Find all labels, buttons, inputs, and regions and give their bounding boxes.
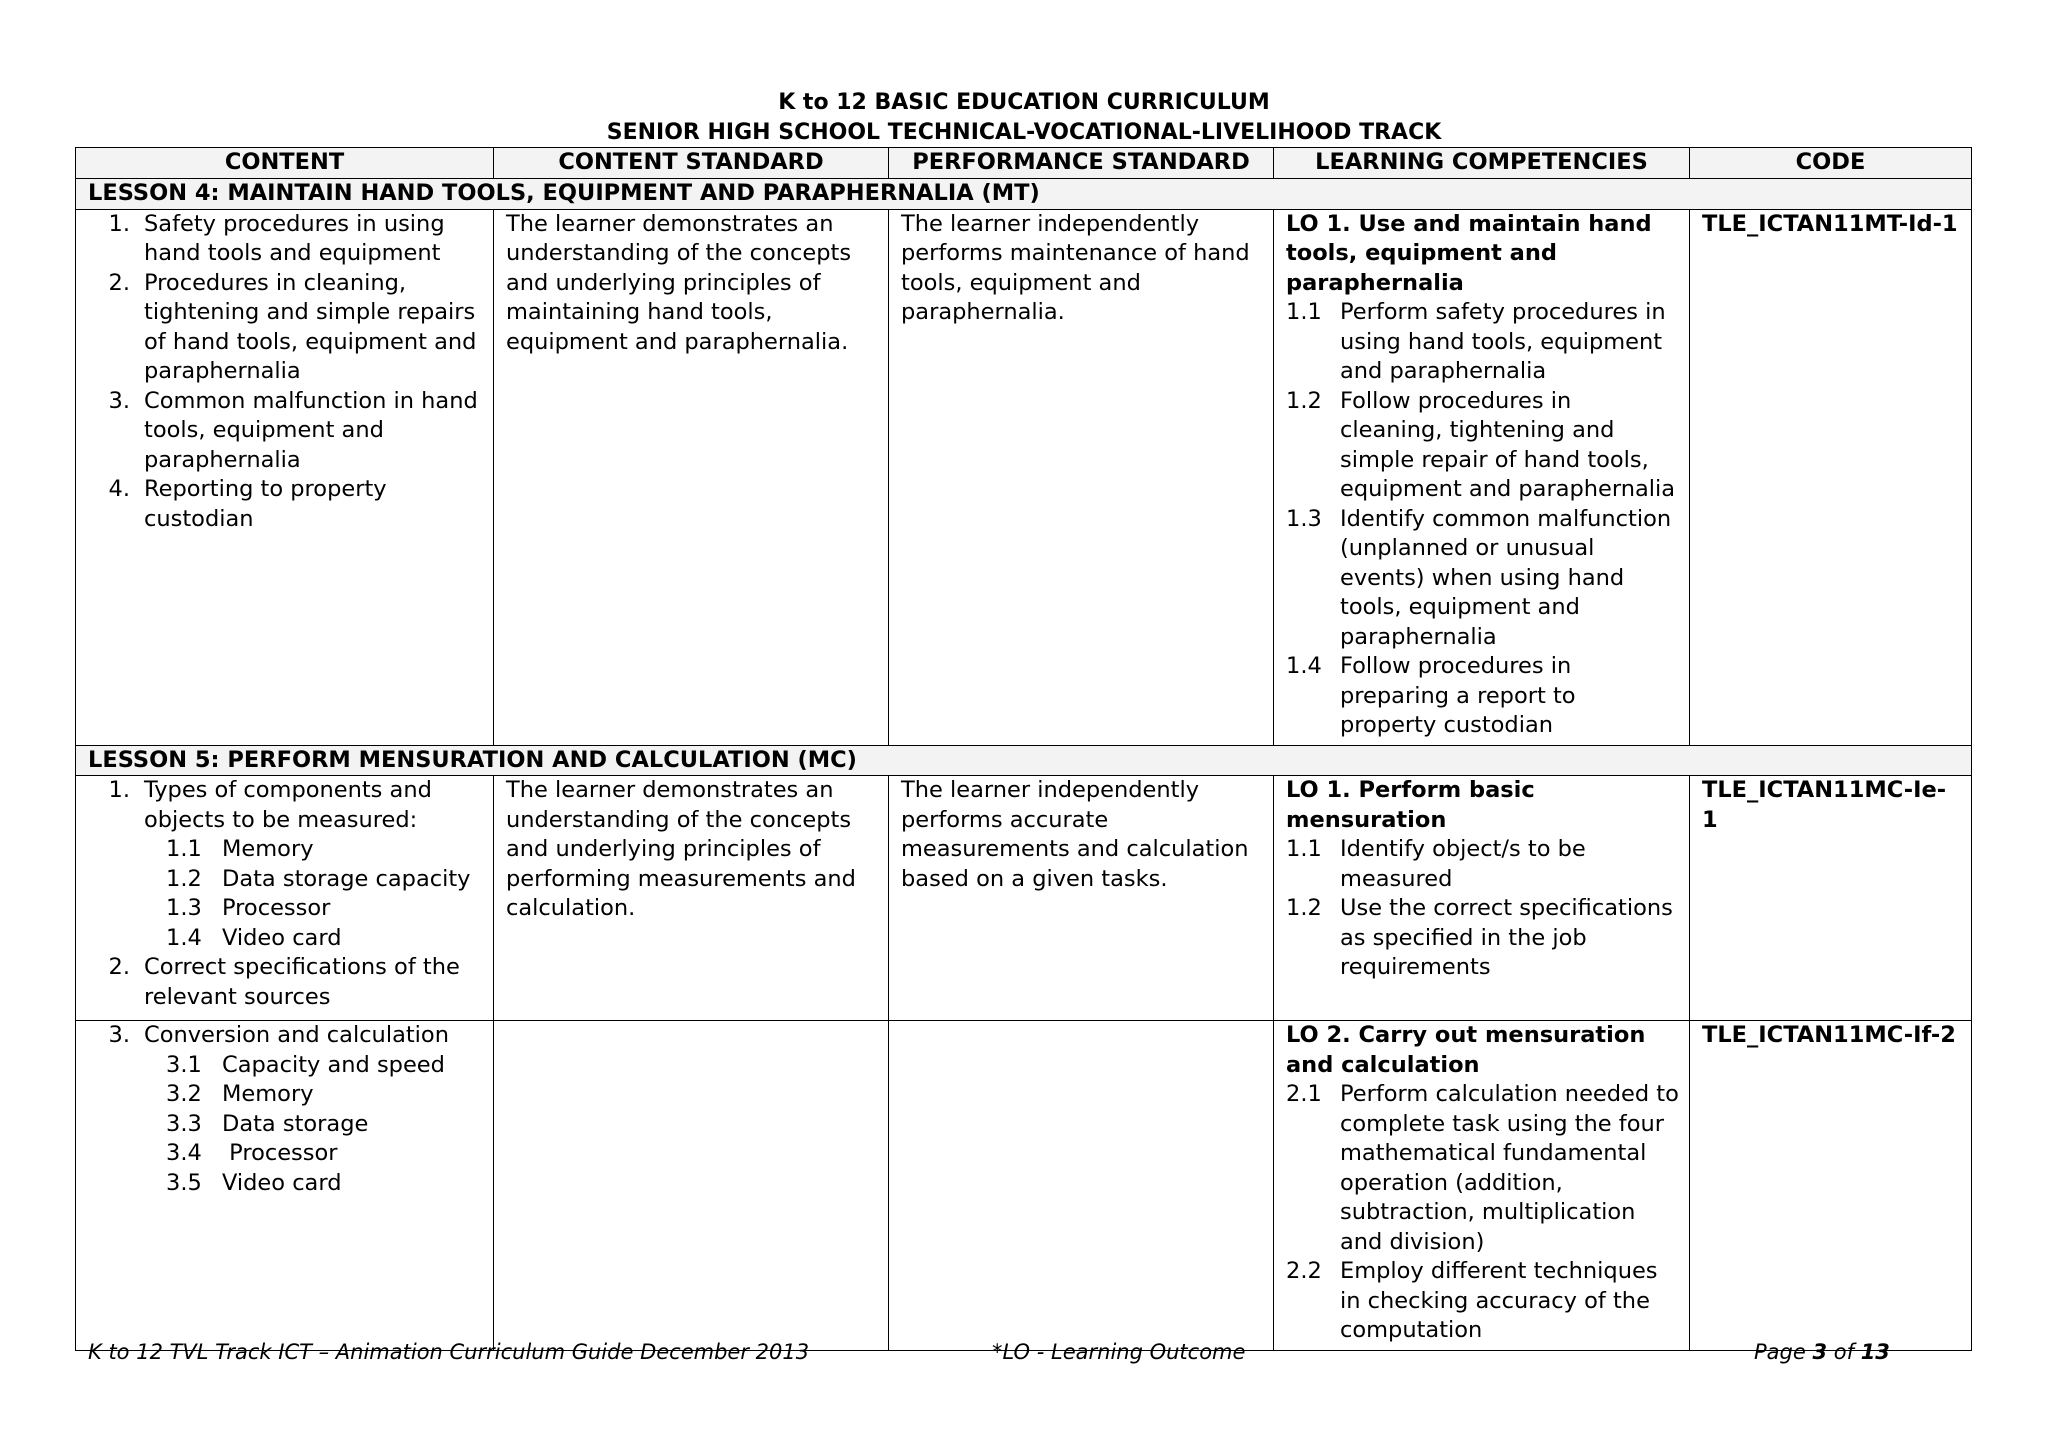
item-text: Follow procedures in preparing a report to property custodian xyxy=(1340,653,1576,738)
item-text: Follow procedures in cleaning, tightening and simple repair of hand tools, equipment and paraphernalia xyxy=(1340,387,1676,502)
sub-list xyxy=(144,835,483,953)
list-item xyxy=(1286,387,1679,505)
content-list xyxy=(88,776,483,1012)
competency-list xyxy=(1286,1080,1679,1346)
table-row xyxy=(76,209,1972,745)
item-number: 2.2 xyxy=(1286,1258,1322,1284)
learning-outcome-title: LO 1. Use and maintain hand tools, equipment and paraphernalia xyxy=(1286,210,1652,296)
item-text: Use the correct specifications as specified in the job requirements xyxy=(1340,895,1673,980)
performance-standard-cell-empty xyxy=(889,1021,1274,1351)
page-prefix: Page xyxy=(1754,1340,1813,1364)
competency-list xyxy=(1286,835,1679,983)
list-item xyxy=(1286,298,1679,387)
performance-standard-cell: The learner independently performs maintenance of hand tools, equipment and paraphernalia. xyxy=(889,209,1274,745)
sub-list-item xyxy=(166,1110,483,1140)
item-number: 2. xyxy=(108,954,130,980)
item-number: 3. xyxy=(108,1022,130,1048)
item-text: Processor xyxy=(222,895,331,921)
item-number: 3.1 xyxy=(166,1051,202,1078)
item-text: Video card xyxy=(222,924,342,951)
page-current: 3 xyxy=(1812,1340,1828,1364)
sub-list-item xyxy=(166,865,483,895)
learning-competencies-cell xyxy=(1274,776,1690,1021)
item-number: 1.3 xyxy=(166,895,202,921)
sub-list xyxy=(144,1051,483,1199)
item-number: 1.1 xyxy=(1286,836,1322,862)
sub-list-item xyxy=(166,1080,483,1110)
list-item xyxy=(88,953,483,1012)
content-cell xyxy=(76,776,494,1021)
item-number: 1. xyxy=(108,777,130,803)
item-text: Reporting to property custodian xyxy=(144,476,387,532)
column-header-content: CONTENT xyxy=(76,148,494,179)
list-item xyxy=(1286,1257,1679,1346)
page-of: of xyxy=(1827,1340,1861,1364)
sub-list-item xyxy=(166,1051,483,1081)
item-text: Types of components and objects to be measured: xyxy=(144,777,432,833)
item-text: Conversion and calculation xyxy=(144,1022,449,1048)
item-text: Identify object/s to be measured xyxy=(1340,836,1586,892)
competency-list xyxy=(1286,298,1679,741)
item-text: Procedures in cleaning, tightening and simple repairs of hand tools, equipment and paraphernalia xyxy=(144,269,477,384)
sub-list-item xyxy=(166,894,483,924)
list-item xyxy=(88,1021,483,1198)
item-text: Data storage xyxy=(222,1110,369,1137)
item-text: Video card xyxy=(222,1169,342,1196)
content-cell xyxy=(76,209,494,745)
item-number: 3.4 xyxy=(166,1140,202,1166)
item-number: 3.2 xyxy=(166,1081,202,1107)
item-number: 1.4 xyxy=(166,924,202,951)
list-item xyxy=(1286,894,1679,983)
item-text: Correct specifications of the relevant sources xyxy=(144,954,460,1010)
document-subtitle: SENIOR HIGH SCHOOL TECHNICAL-VOCATIONAL-LIVELIHOOD TRACK xyxy=(606,120,1442,145)
list-item xyxy=(88,475,483,534)
page-total: 13 xyxy=(1860,1340,1890,1364)
learning-outcome-title: LO 2. Carry out mensuration and calculation xyxy=(1286,1022,1646,1078)
code-cell: TLE_ICTAN11MC-If-2 xyxy=(1690,1021,1972,1351)
learning-competencies-cell xyxy=(1274,209,1690,745)
document-title: K to 12 BASIC EDUCATION CURRICULUM xyxy=(778,90,1270,115)
item-text: Identify common malfunction (unplanned or unusual events) when using hand tools, equipment and paraphernalia xyxy=(1340,505,1672,650)
item-number: 1.1 xyxy=(1286,299,1322,325)
lesson-5-title: LESSON 5: PERFORM MENSURATION AND CALCULATION (MC) xyxy=(76,745,1972,776)
performance-standard-cell: The learner independently performs accurate measurements and calculation based on a given tasks. xyxy=(889,776,1274,1021)
content-standard-cell: The learner demonstrates an understanding of the concepts and underlying principles of performing measurements and calculation. xyxy=(494,776,889,1021)
item-number: 2.1 xyxy=(1286,1081,1322,1107)
item-number: 1.4 xyxy=(1286,653,1322,679)
content-standard-cell-empty xyxy=(494,1021,889,1351)
list-item xyxy=(1286,505,1679,653)
item-number: 1.2 xyxy=(166,865,202,892)
sub-list-item xyxy=(166,1139,483,1169)
column-header-performance-standard: PERFORMANCE STANDARD xyxy=(889,148,1274,179)
page-number xyxy=(1754,1338,1890,1366)
footer-guide-title: K to 12 TVL Track ICT – Animation Curriculum Guide December 2013 xyxy=(88,1340,810,1364)
content-standard-cell: The learner demonstrates an understanding of the concepts and underlying principles of maintaining hand tools, equipment and paraphernalia. xyxy=(494,209,889,745)
sub-list-item xyxy=(166,924,483,954)
sub-list-item xyxy=(166,835,483,865)
list-item xyxy=(1286,1080,1679,1257)
lesson-row xyxy=(76,745,1972,776)
item-number: 1.3 xyxy=(1286,505,1322,532)
item-text: Perform calculation needed to complete task using the four mathematical fundamental operation (addition, subtraction, multiplication and division) xyxy=(1340,1081,1679,1255)
item-number: 3.3 xyxy=(166,1110,202,1137)
item-text: Processor xyxy=(222,1140,338,1166)
item-number: 1.1 xyxy=(166,836,202,862)
content-cell xyxy=(76,1021,494,1351)
content-list xyxy=(88,1021,483,1198)
footer-note: *LO - Learning Outcome xyxy=(992,1340,1246,1364)
list-item xyxy=(88,387,483,476)
item-text: Employ different techniques in checking accuracy of the computation xyxy=(1340,1258,1658,1343)
list-item xyxy=(88,210,483,269)
list-item xyxy=(1286,652,1679,741)
item-text: Memory xyxy=(222,836,314,862)
item-number: 4. xyxy=(108,476,130,502)
item-number: 2. xyxy=(108,269,130,296)
item-text: Common malfunction in hand tools, equipment and paraphernalia xyxy=(144,387,478,473)
list-item xyxy=(88,776,483,953)
item-text: Memory xyxy=(222,1081,314,1107)
list-item xyxy=(88,269,483,387)
item-text: Safety procedures in using hand tools and equipment xyxy=(144,210,445,266)
item-number: 1.2 xyxy=(1286,387,1322,414)
item-number: 3.5 xyxy=(166,1169,202,1196)
curriculum-table xyxy=(75,147,1972,1351)
code-cell: TLE_ICTAN11MC-Ie-1 xyxy=(1690,776,1972,1021)
lesson-4-title: LESSON 4: MAINTAIN HAND TOOLS, EQUIPMENT AND PARAPHERNALIA (MT) xyxy=(76,179,1972,210)
learning-outcome-title: LO 1. Perform basic mensuration xyxy=(1286,777,1535,833)
table-row xyxy=(76,1021,1972,1351)
item-text: Capacity and speed xyxy=(222,1051,445,1078)
item-number: 1.2 xyxy=(1286,895,1322,921)
column-header-content-standard: CONTENT STANDARD xyxy=(494,148,889,179)
item-number: 1. xyxy=(108,210,130,237)
content-list xyxy=(88,210,483,535)
column-header-learning-competencies: LEARNING COMPETENCIES xyxy=(1274,148,1690,179)
column-header-row xyxy=(76,148,1972,179)
sub-list-item xyxy=(166,1169,483,1199)
column-header-code: CODE xyxy=(1690,148,1972,179)
learning-competencies-cell xyxy=(1274,1021,1690,1351)
table-row xyxy=(76,776,1972,1021)
item-text: Data storage capacity xyxy=(222,865,471,892)
lesson-row xyxy=(76,179,1972,210)
code-cell: TLE_ICTAN11MT-Id-1 xyxy=(1690,209,1972,745)
list-item xyxy=(1286,835,1679,894)
item-text: Perform safety procedures in using hand tools, equipment and paraphernalia xyxy=(1340,299,1666,384)
item-number: 3. xyxy=(108,387,130,414)
